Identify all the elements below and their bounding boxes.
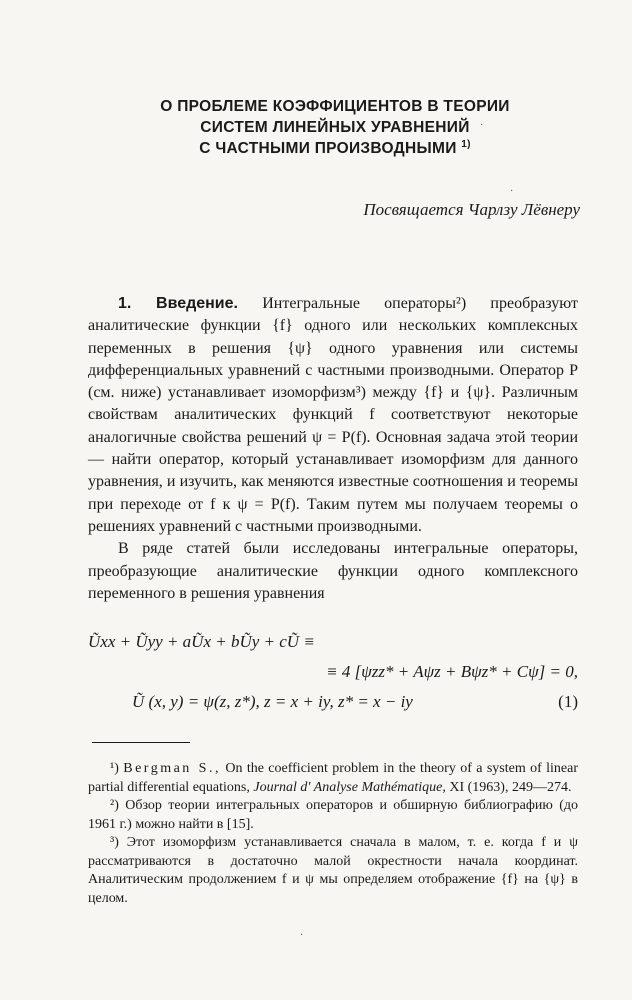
main-text [88,293,578,605]
footnote-divider [92,742,190,743]
title-line-1: О ПРОБЛЕМЕ КОЭФФИЦИЕНТОВ В ТЕОРИИ [160,98,510,115]
paragraph-introduction [88,293,578,538]
print-speck: · [300,930,304,941]
footnote-1-author: Bergman S., [123,761,221,776]
equation-line-2: ≡ 4 [ψzz* + Aψz + Bψz* + Cψ] = 0, [326,662,578,681]
title-footnote-mark: 1) [461,138,471,150]
title-line-3-text: С ЧАСТНЫМИ ПРОИЗВОДНЫМИ [199,140,457,157]
footnote-2-text: Обзор теории интегральных операторов и обширную библиографию (до 1961 г.) можно найти в [15]. [88,798,578,832]
article-title [100,96,570,159]
equation-line-1: Ũxx + Ũyy + aŨx + bŨy + cŨ ≡ [88,632,315,651]
equation-line-3 [88,687,578,717]
print-speck: · [480,120,484,131]
paragraph-2: В ряде статей были исследованы интегральные операторы, преобразующие аналитические функции одного комплексного переменного в решения уравнения [88,540,578,602]
footnote-2 [88,797,578,834]
footnote-1-journal: Journal d' Analyse Mathématique, [253,779,446,795]
footnote-3 [88,834,578,908]
footnote-3-mark: ³) [110,835,119,850]
equation-block [88,627,578,717]
title-line-3 [100,138,570,159]
title-line-2: СИСТЕМ ЛИНЕЙНЫХ УРАВНЕНИЙ [200,119,470,136]
equation-number: (1) [558,692,578,711]
footnote-2-mark: ²) [110,798,119,813]
footnotes [88,760,578,908]
footnote-3-text: Этот изоморфизм устанавливается сначала в малом, т. е. когда f и ψ рассматриваются в достаточно малой окрестности начала координат. Аналитическим продолжением f и ψ мы определяем отображение {f} на {ψ} в целом. [88,835,578,906]
footnote-1 [88,760,578,797]
section-heading: 1. Введение. [118,295,238,312]
paragraph-1-text: Интегральные операторы²) преобразуют аналитические функции {f} одного или нескольких комплексных переменных в решения {ψ} одного уравнения или системы дифференциальных уравнений с частными производными. Оператор P (см. ниже) устанавливает изоморфизм³) между {f} и {ψ}. Различным свойствам аналитических функций f соответствуют некоторые аналогичные свойства решений ψ = P(f). Основная задача этой теории — найти оператор, который устанавливает изоморфизм для данного уравнения, и изучить, как меняются известные соотношения и теоремы при переходе от f к ψ = P(f). Таким путем мы получаем теоремы о решениях уравнений с частными производными. [88,295,579,535]
equation-line-3-text: Ũ (x, y) = ψ(z, z*), z = x + iy, z* = x − iy [132,692,413,711]
dedication: Посвящается Чарлзу Лёвнеру [363,200,580,219]
footnote-1-text: On the coefficient problem in the theory of a system of linear partial differential equations, [88,761,578,795]
footnote-1-tail: XI (1963), 249—274. [449,779,572,795]
footnote-1-mark: ¹) [110,761,119,776]
print-speck: · [510,186,514,197]
